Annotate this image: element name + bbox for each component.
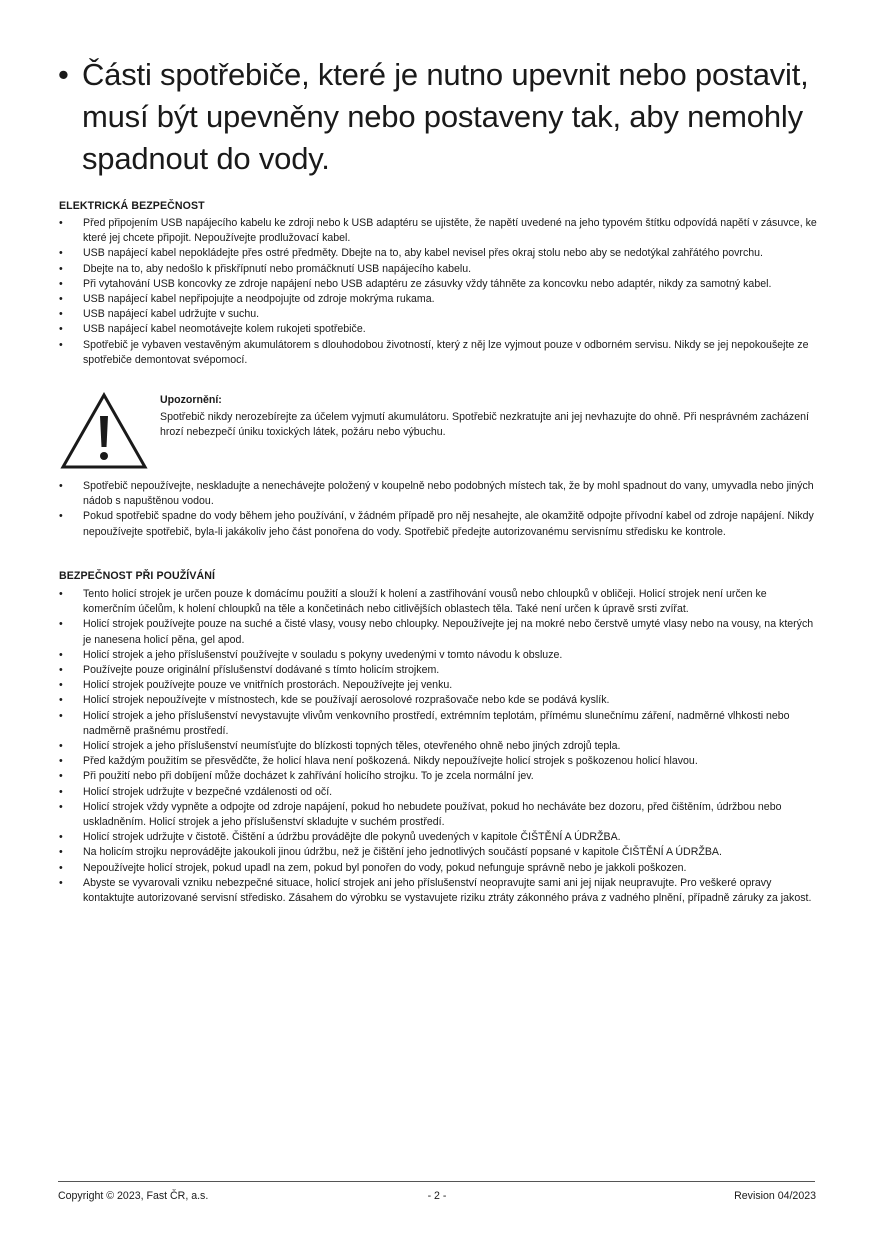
list-item: • Pokud spotřebič spadne do vody během jeho používání, v žádném případě pro něj nesahejte, ale okamžitě odpojte přívodní kabel od zdroje napájení. Nikdy nepoužívejte spotřebič, byla-li jakákoliv jeho část ponořena do vody. Spotřebič předejte autorizovanému servisnímu středisku ke kontrole. <box>59 510 814 538</box>
list-item: • Holicí strojek udržujte v čistotě. Čištění a údržbu provádějte dle pokynů uvedených v kapitole ČIŠTĚNÍ A ÚDRŽBA. <box>59 831 621 844</box>
list-item: • Holicí strojek udržujte v bezpečné vzdálenosti od očí. <box>59 785 333 798</box>
list-item: • Na holicím strojku neprovádějte jakoukoli jinou údržbu, než je čištění jeho jednotlivých součástí popsané v kapitole ČIŠTĚNÍ A ÚDRŽBA. <box>59 846 722 859</box>
electrical-safety-list <box>59 216 819 368</box>
section-title-electrical: ELEKTRICKÁ BEZPEČNOST <box>59 200 205 212</box>
footer-copyright: Copyright © 2023, Fast ČR, a.s. <box>58 1190 209 1202</box>
bullet: • <box>58 57 69 92</box>
footer-divider <box>58 1181 815 1182</box>
footer-revision: Revision 04/2023 <box>734 1190 816 1202</box>
list-item: • Holicí strojek používejte pouze na suché a čisté vlasy, vousy nebo chloupky. Nepoužívejte jej na mokré nebo čerstvě umyté vlasy nebo na vousy, na kterých je nanesena holicí pěna, gel apod. <box>59 618 814 646</box>
list-item: • Tento holicí strojek je určen pouze k domácímu použití a slouží k holení a zastřihování vousů nebo chloupků v obličeji. Holicí strojek není určen ke komerčním účelům, k holení chloupků na těle a končetinách nebo citlivějších oblastech těla. Také není určen k úpravě srsti zvířat. <box>59 588 767 616</box>
section-title-usage: BEZPEČNOST PŘI POUŽÍVÁNÍ <box>59 570 216 582</box>
list-item: • Holicí strojek používejte pouze ve vnitřních prostorách. Nepoužívejte jej venku. <box>59 679 453 692</box>
warning-text: Spotřebič nikdy nerozebírejte za účelem vyjmutí akumulátoru. Spotřebič nezkratujte ani jej nevhazujte do ohně. Při nesprávném zacházení hrozí nebezpečí úniku toxických látek, požáru nebo výbuchu. <box>160 411 809 439</box>
list-item: • Holicí strojek a jeho příslušenství neumísťujte do blízkosti topných těles, otevřeného ohně nebo jiných zdrojů tepla. <box>59 740 621 753</box>
list-item: • Spotřebič nepoužívejte, neskladujte a nenechávejte položený v koupelně nebo podobných místech tak, že by mohl spadnout do vany, umyvadla nebo jiných nádob s napuštěnou vodou. <box>59 480 814 508</box>
list-item: • USB napájecí kabel udržujte v suchu. <box>59 308 260 321</box>
warning-triangle-icon <box>60 392 148 470</box>
list-item: • Používejte pouze originální příslušenství dodávané s tímto holicím strojkem. <box>59 664 440 677</box>
list-item: • Holicí strojek a jeho příslušenství používejte v souladu s pokyny uvedenými v tomto návodu k obsluze. <box>59 648 563 661</box>
list-item: • Abyste se vyvarovali vzniku nebezpečné situace, holicí strojek ani jeho příslušenství neopravujte sami ani jej nijak neupravujte. Pro veškeré opravy kontaktujte autorizované servisní středisko. Zásahem do výrobku se vystavujete riziku ztráty zákonného práva z vadného plnění, případně záruky za jakost. <box>59 876 812 905</box>
list-item: • Holicí strojek a jeho příslušenství nevystavujte vlivům venkovního prostředí, extrémním teplotám, přímému slunečnímu záření, nadměrné vlhkosti nebo nadměrně prašnému prostředí. <box>59 709 790 737</box>
list-item: • USB napájecí kabel neomotávejte kolem rukojeti spotřebiče. <box>59 323 366 336</box>
list-item: • Holicí strojek nepoužívejte v místnostech, kde se používají aerosolové rozprašovače nebo kde se podává kyslík. <box>59 694 610 707</box>
list-item: • Při použití nebo při dobíjení může docházet k zahřívání holicího strojku. To je zcela normální jev. <box>59 770 534 783</box>
list-item: • USB napájecí kabel nepokládejte přes ostré předměty. Dbejte na to, aby kabel nevisel přes okraj stolu nebo aby se nedotýkal zahřátého povrchu. <box>59 247 763 260</box>
list-item: • Při vytahování USB koncovky ze zdroje napájení nebo USB adaptéru ze zásuvky vždy táhněte za koncovku nebo adaptér, nikdy za samotný kabel. <box>59 277 772 290</box>
list-item: • Spotřebič je vybaven vestavěným akumulátorem s dlouhodobou životností, který z něj lze vyjmout pouze v odborném servisu. Nikdy se jej nepokoušejte ze spotřebiče demontovat svépomocí. <box>59 338 809 366</box>
list-item: • USB napájecí kabel nepřipojujte a neodpojujte od zdroje mokrýma rukama. <box>59 293 435 306</box>
footer-page-number: - 2 - <box>427 1190 447 1202</box>
list-item: • Holicí strojek vždy vypněte a odpojte od zdroje napájení, pokud ho nebudete používat, pokud ho necháváte bez dozoru, před čištěním, údržbou nebo uskladněním. Holicí strojek a jeho příslušenství skladujte v suchém prostředí. <box>59 800 782 829</box>
list-item: • Před každým použitím se přesvědčte, že holicí hlava není poškozená. Nikdy nepoužívejte holicí strojek s poškozenou holicí hlavou. <box>59 755 698 768</box>
intro-text: Části spotřebiče, které je nutno upevnit nebo postavit, musí být upevněny nebo postaveny tak, aby nemohly spadnout do vody. <box>82 57 809 176</box>
intro-bullet <box>58 54 818 180</box>
list-item: • Dbejte na to, aby nedošlo k přiskřípnutí nebo promáčknutí USB napájecího kabelu. <box>59 262 472 275</box>
warning-heading: Upozornění: <box>160 394 222 406</box>
usage-safety-list <box>59 587 819 906</box>
list-item: • Před připojením USB napájecího kabelu ke zdroji nebo k USB adaptéru se ujistěte, že napětí uvedené na jeho typovém štítku odpovídá napětí v zásuvce, ke které jej chcete připojit. Nepoužívejte prodlužovací kabel. <box>59 217 817 245</box>
list-item: • Nepoužívejte holicí strojek, pokud upadl na zem, pokud byl ponořen do vody, pokud nefunguje správně nebo je jakkoli poškozen. <box>59 861 687 874</box>
after-warning-list <box>59 479 819 540</box>
